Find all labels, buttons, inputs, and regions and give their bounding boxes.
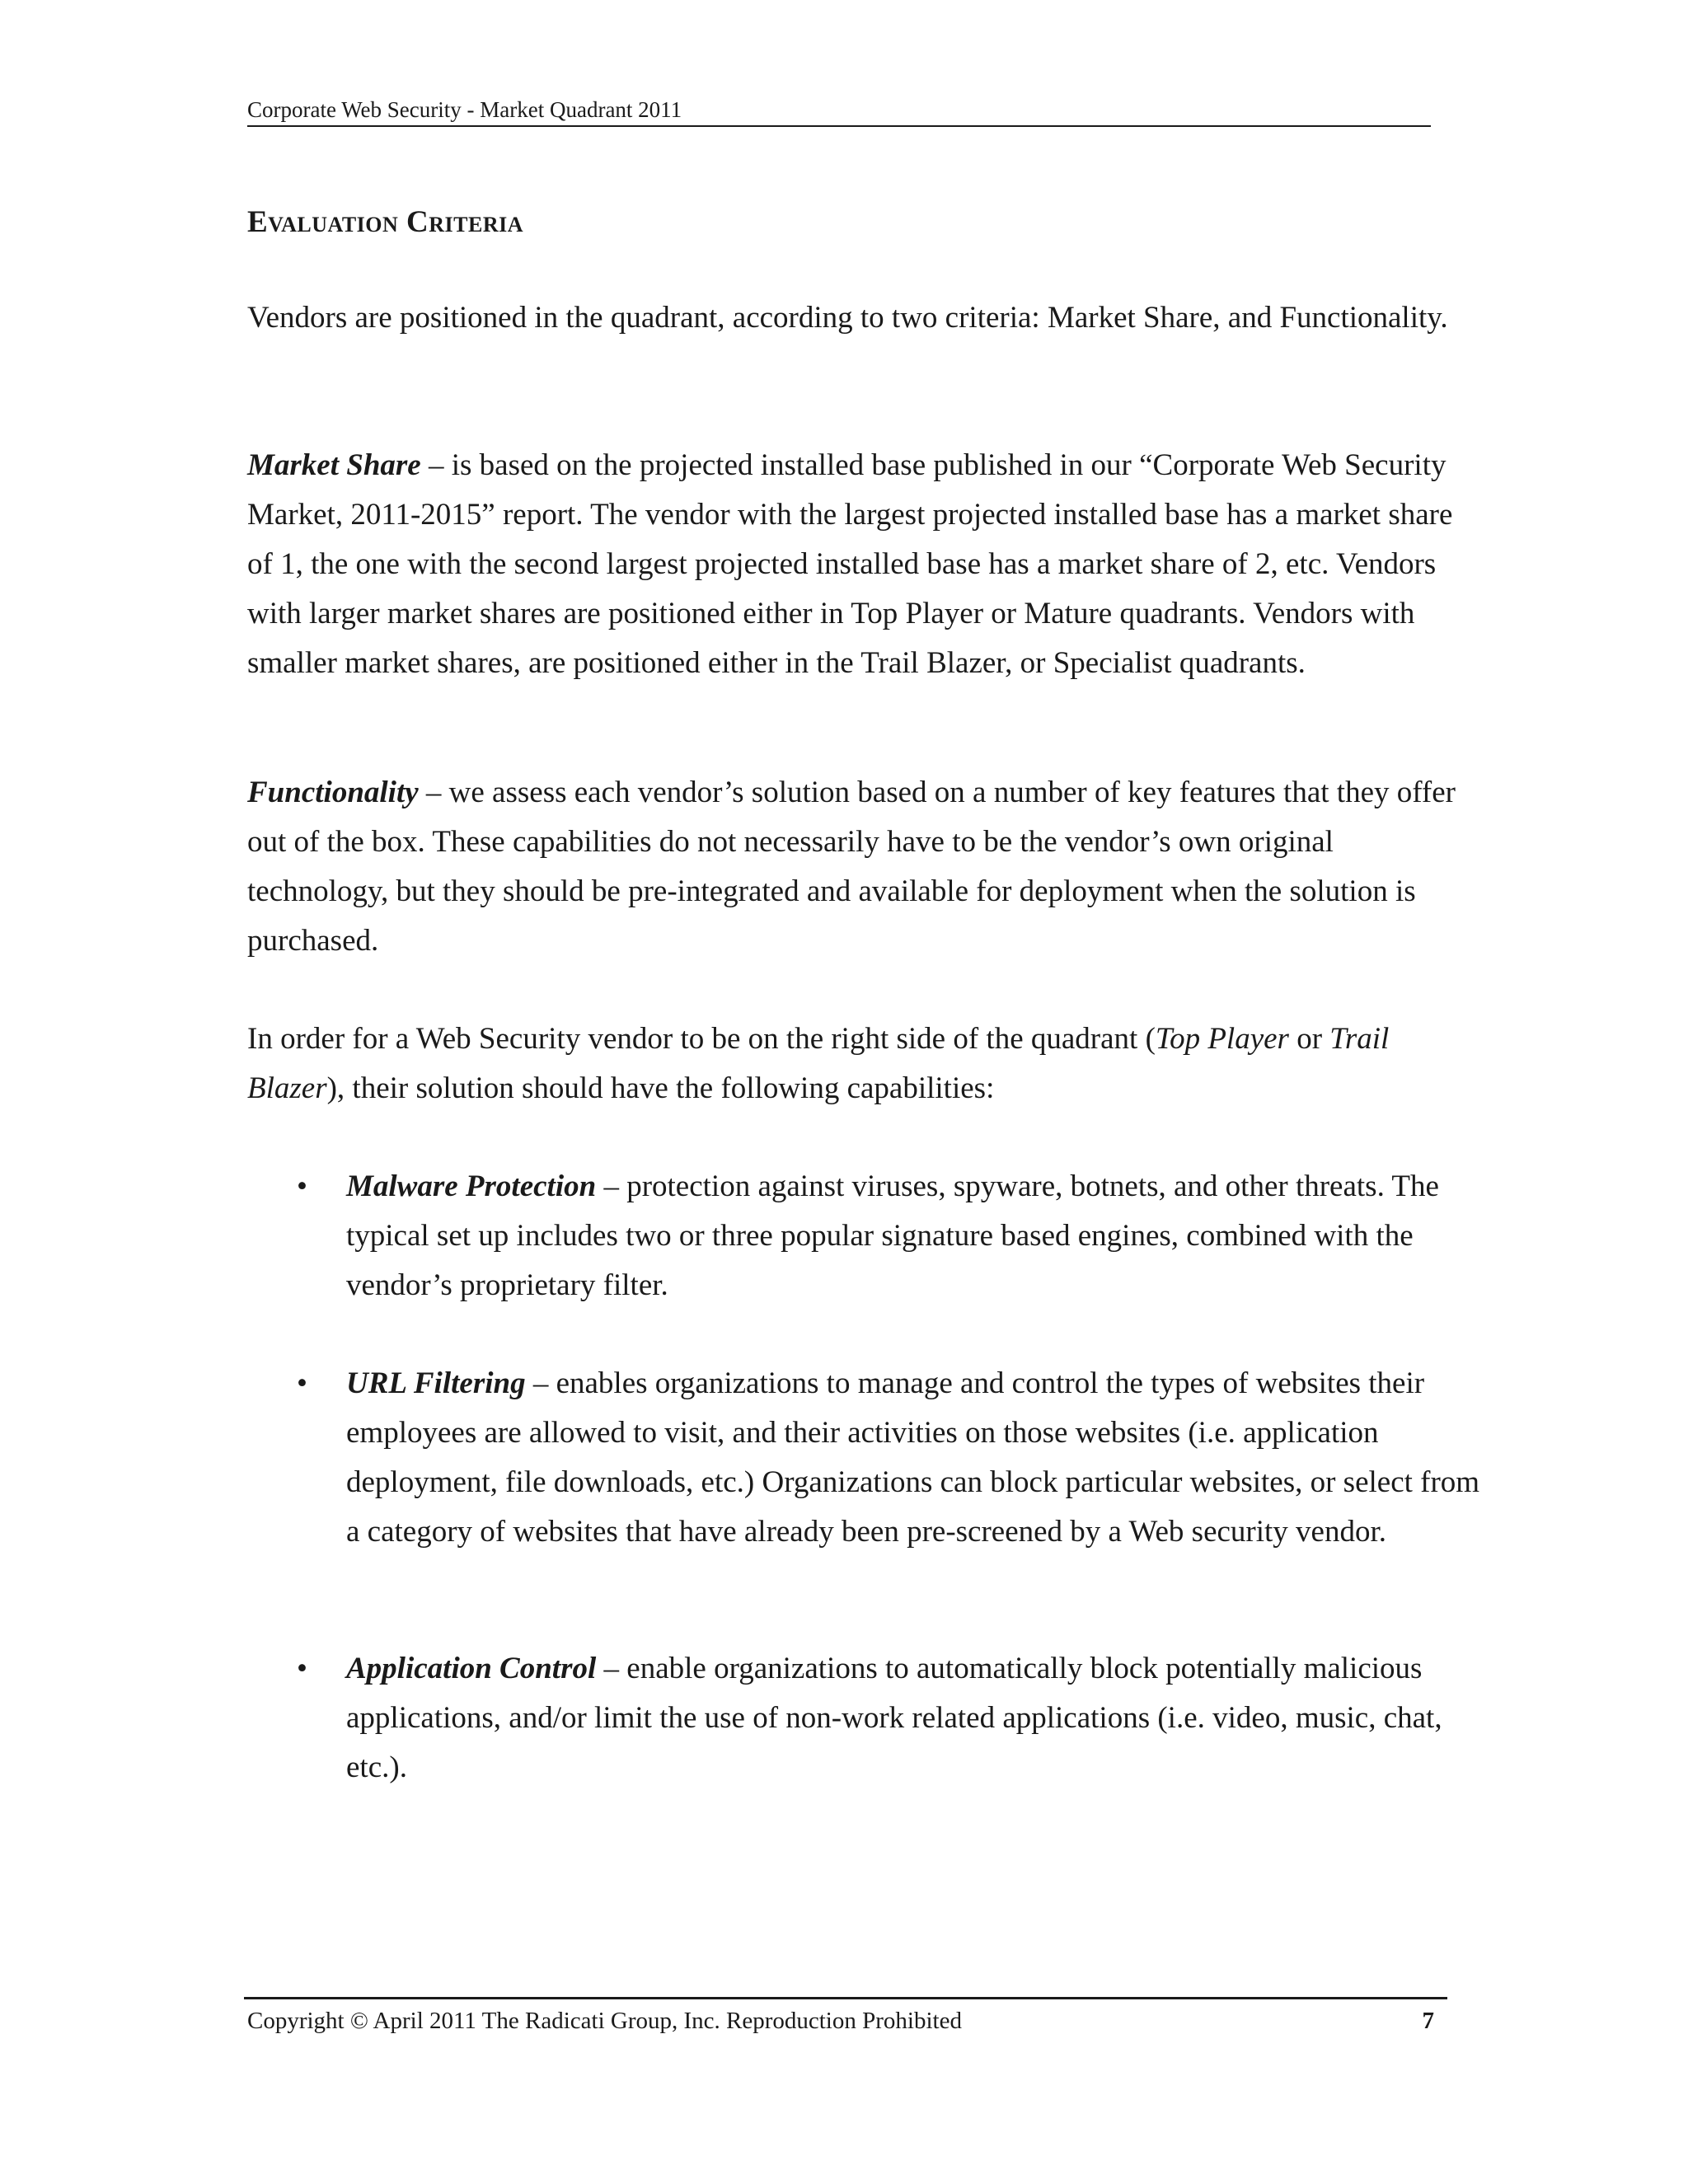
top-player-term: Top Player [1155, 1022, 1289, 1056]
url-filtering-description: – enables organizations to manage and control the types of websites their employees are allowed to visit, and their activities on those websites (i.e. application deployment, file downloads, etc.) Organizations can block particular websites, or select from a category of websites that have already been pre-screened by a Web security vendor. [346, 1366, 1480, 1549]
malware-protection-description: – protection against viruses, spyware, botnets, and other threats. The typical set up includes two or three popular signature based engines, combined with the vendor’s proprietary filter. [346, 1169, 1439, 1302]
capabilities-intro-text-2: or [1288, 1022, 1330, 1056]
running-header: Corporate Web Security - Market Quadrant 2011 [247, 96, 1431, 127]
capabilities-intro-text-1: In order for a Web Security vendor to be on the right side of the quadrant ( [247, 1022, 1156, 1056]
market-share-paragraph [247, 441, 1475, 688]
section-title: Evaluation Criteria [247, 205, 524, 239]
market-share-term: Market Share [247, 448, 421, 482]
capabilities-intro-text-3: ), their solution should have the following capabilities: [326, 1071, 995, 1105]
market-share-definition: – is based on the projected installed base published in our “Corporate Web Security Market, 2011-2015” report. The vendor with the largest projected installed base has a market share of 1, the one with the second largest projected installed base has a market share of 2, etc. Vendors with larger market shares are positioned either in Top Player or Mature quadrants. Vendors with smaller market shares, are positioned either in the Trail Blazer, or Specialist quadrants. [247, 448, 1453, 680]
bullet-icon: • [297, 1366, 307, 1400]
trail-blazer-term: Trail Blazer [247, 1022, 1390, 1105]
application-control-description: – enable organizations to automatically block potentially malicious applications, and/or limit the use of non-work related applications (i.e. video, music, chat, etc.). [346, 1652, 1442, 1784]
capabilities-intro-paragraph [247, 1015, 1475, 1113]
list-item-text [346, 1359, 1484, 1557]
functionality-definition: – we assess each vendor’s solution based on a number of key features that they offer out of the box. These capabilities do not necessarily have to be the vendor’s own original technology, but they should be pre-integrated and available for deployment when the solution is purchased. [247, 776, 1456, 958]
application-control-term: Application Control [346, 1652, 597, 1685]
page-number: 7 [1422, 2008, 1434, 2034]
url-filtering-term: URL Filtering [346, 1366, 526, 1400]
intro-paragraph: Vendors are positioned in the quadrant, according to two criteria: Market Share, and Functionality. [247, 301, 1448, 335]
list-item-text [346, 1162, 1484, 1310]
bullet-icon: • [297, 1652, 307, 1685]
malware-protection-term: Malware Protection [346, 1169, 597, 1203]
bullet-icon: • [297, 1169, 307, 1203]
functionality-term: Functionality [247, 776, 419, 809]
functionality-paragraph [247, 768, 1475, 966]
footer-divider [244, 1997, 1447, 1999]
list-item-text [346, 1644, 1484, 1793]
footer-copyright: Copyright © April 2011 The Radicati Group, Inc. Reproduction Prohibited [247, 2008, 962, 2034]
